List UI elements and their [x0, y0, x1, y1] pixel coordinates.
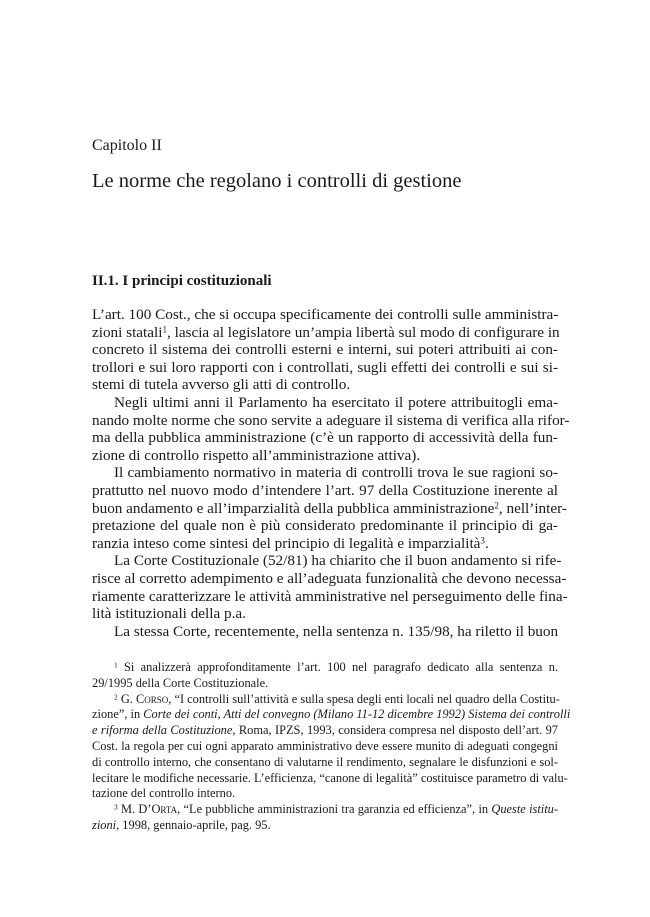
text-span: , “Le pubbliche amministrazioni tra garanzia ed efficienza”, in	[177, 802, 492, 817]
text-line	[92, 802, 558, 818]
text-span: stemi di tutela avverso gli atti di controllo.	[92, 376, 351, 394]
text-span: ma della pubblica amministrazione (c’è un rapporto di accessività della fun-	[92, 429, 558, 447]
footnote	[92, 691, 571, 803]
paragraph	[92, 464, 567, 552]
text-span: lecitare le modifiche necessarie. L’efficienza, “canone di legalità” costituisce parametro di valu-	[92, 770, 568, 785]
footnote-ref: 2	[494, 499, 499, 510]
text-span: prattutto nel nuovo modo d’intendere l’art. 97 della Costituzione inerente al	[92, 481, 558, 499]
text-line	[92, 739, 558, 755]
text-line	[92, 676, 558, 692]
text-line	[92, 376, 558, 394]
text-span: di controllo interno, che consentano di valutarne il rendimento, segnalare le disfunzioni e sol-	[92, 754, 558, 769]
text-line	[92, 587, 568, 606]
paragraph	[92, 393, 570, 464]
text-span: Corso	[135, 691, 169, 706]
text-span: Si analizzerà approfonditamente l’art. 100 nel paragrafo dedicato alla sentenza n.	[117, 660, 558, 674]
paragraph	[92, 306, 558, 394]
text-span: , lascia al legislatore un’ampia libertà sul modo di configurare in	[167, 323, 560, 341]
text-line	[92, 723, 558, 739]
text-span: 1998, gennaio-aprile, pag. 95.	[119, 817, 271, 832]
text-line	[92, 770, 568, 787]
text-line	[92, 324, 558, 342]
text-span: risce al corretto adempimento e all’adeguata funzionalità che devono necessa-	[92, 569, 567, 587]
text-span: Orta	[151, 802, 178, 817]
text-span: zioni,	[92, 817, 120, 832]
paragraph	[92, 623, 558, 641]
text-line	[92, 464, 558, 482]
section-heading: II.1. I principi costituzionali	[92, 273, 272, 289]
text-span: zione di controllo rispetto all’amministrazione attiva).	[92, 446, 421, 464]
text-line	[92, 605, 558, 623]
body-text	[92, 306, 570, 640]
text-line	[92, 499, 567, 518]
text-line	[92, 341, 558, 359]
text-span: Corte dei conti, Atti del convegno (Milano 11-12 dicembre 1992) Sistema dei controlli	[143, 707, 571, 722]
text-span: , nell’inter-	[498, 499, 567, 517]
text-span: riamente caratterizzare le attività amministrative nel perseguimento delle fina-	[92, 587, 568, 605]
text-span: Il cambiamento normativo in materia di controlli trova le sue ragioni so-	[114, 464, 558, 482]
text-span: Roma, IPZS, 1993, considera compresa nel disposto dell’art. 97	[235, 723, 558, 738]
text-line	[92, 623, 558, 641]
text-span: nando molte norme che sono servite a adeguare il sistema di verifica alla rifor-	[92, 411, 570, 429]
text-line	[92, 517, 558, 535]
text-line	[92, 359, 558, 377]
text-span: zione”, in	[92, 707, 144, 722]
text-span: pretazione del quale non è più considerato predominante il principio di ga-	[92, 517, 558, 535]
text-span: Negli ultimi anni il Parlamento ha esercitato il potere attribuitogli ema-	[114, 393, 558, 411]
footnote-ref: 1	[114, 660, 118, 670]
text-line	[92, 447, 558, 465]
text-line	[92, 786, 558, 802]
text-line	[92, 660, 558, 676]
text-span: ranzia inteso come sintesi del principio di legalità e imparzialità	[92, 534, 481, 552]
text-line	[92, 707, 571, 723]
text-span: Cost. la regola per cui ogni apparato amministrativo deve essere munito di adeguati congegni	[92, 738, 558, 753]
chapter-title: Le norme che regolano i controlli di gestione	[92, 170, 462, 192]
text-span: Queste istitu-	[491, 802, 558, 817]
text-line	[92, 429, 558, 447]
footnote-ref: 2	[114, 691, 118, 701]
text-line	[92, 535, 558, 553]
footnote-ref: 1	[162, 324, 167, 335]
text-span: .	[484, 534, 489, 552]
text-span: tazione del controllo interno.	[92, 786, 236, 801]
text-span: concreto il sistema dei controlli esterni e interni, sui poteri attribuiti ai con-	[92, 341, 558, 359]
paragraph	[92, 552, 568, 623]
footnote-ref: 3	[480, 535, 485, 546]
text-line	[92, 755, 558, 771]
text-span: La Corte Costituzionale (52/81) ha chiarito che il buon andamento si rife-	[114, 552, 562, 570]
text-span: L’art. 100 Cost., che si occupa specificamente dei controlli sulle amministra-	[92, 306, 559, 323]
text-span: 29/1995 della Corte Costituzionale.	[92, 675, 269, 690]
text-line	[92, 692, 558, 708]
text-span: trollori e sui loro rapporti con i controllati, sugli effetti dei controlli e sui si-	[92, 358, 558, 376]
text-span: M. D’	[117, 802, 152, 817]
text-span: lità istituzionali della p.a.	[92, 605, 246, 623]
text-span: e riforma della Costituzione,	[92, 723, 236, 738]
footnote-ref: 3	[114, 802, 118, 812]
text-line	[92, 411, 570, 430]
text-span: La stessa Corte, recentemente, nella sentenza n. 135/98, ha riletto il buon	[114, 622, 559, 640]
footnotes	[92, 660, 571, 834]
chapter-label: Capitolo II	[92, 137, 162, 154]
text-line	[92, 306, 558, 324]
text-span: buon andamento e all’imparzialità della pubblica amministrazione	[92, 499, 495, 517]
text-span: zioni statali	[92, 323, 163, 341]
text-line	[92, 394, 558, 412]
text-line	[92, 552, 562, 570]
footnote	[92, 660, 558, 692]
text-span: G.	[117, 691, 136, 706]
text-span: , “I controlli sull’attività e sulla spesa degli enti locali nel quadro della Costitu-	[168, 691, 560, 706]
footnote	[92, 802, 558, 834]
text-line	[92, 818, 558, 834]
text-line	[92, 569, 567, 588]
text-line	[92, 482, 558, 500]
